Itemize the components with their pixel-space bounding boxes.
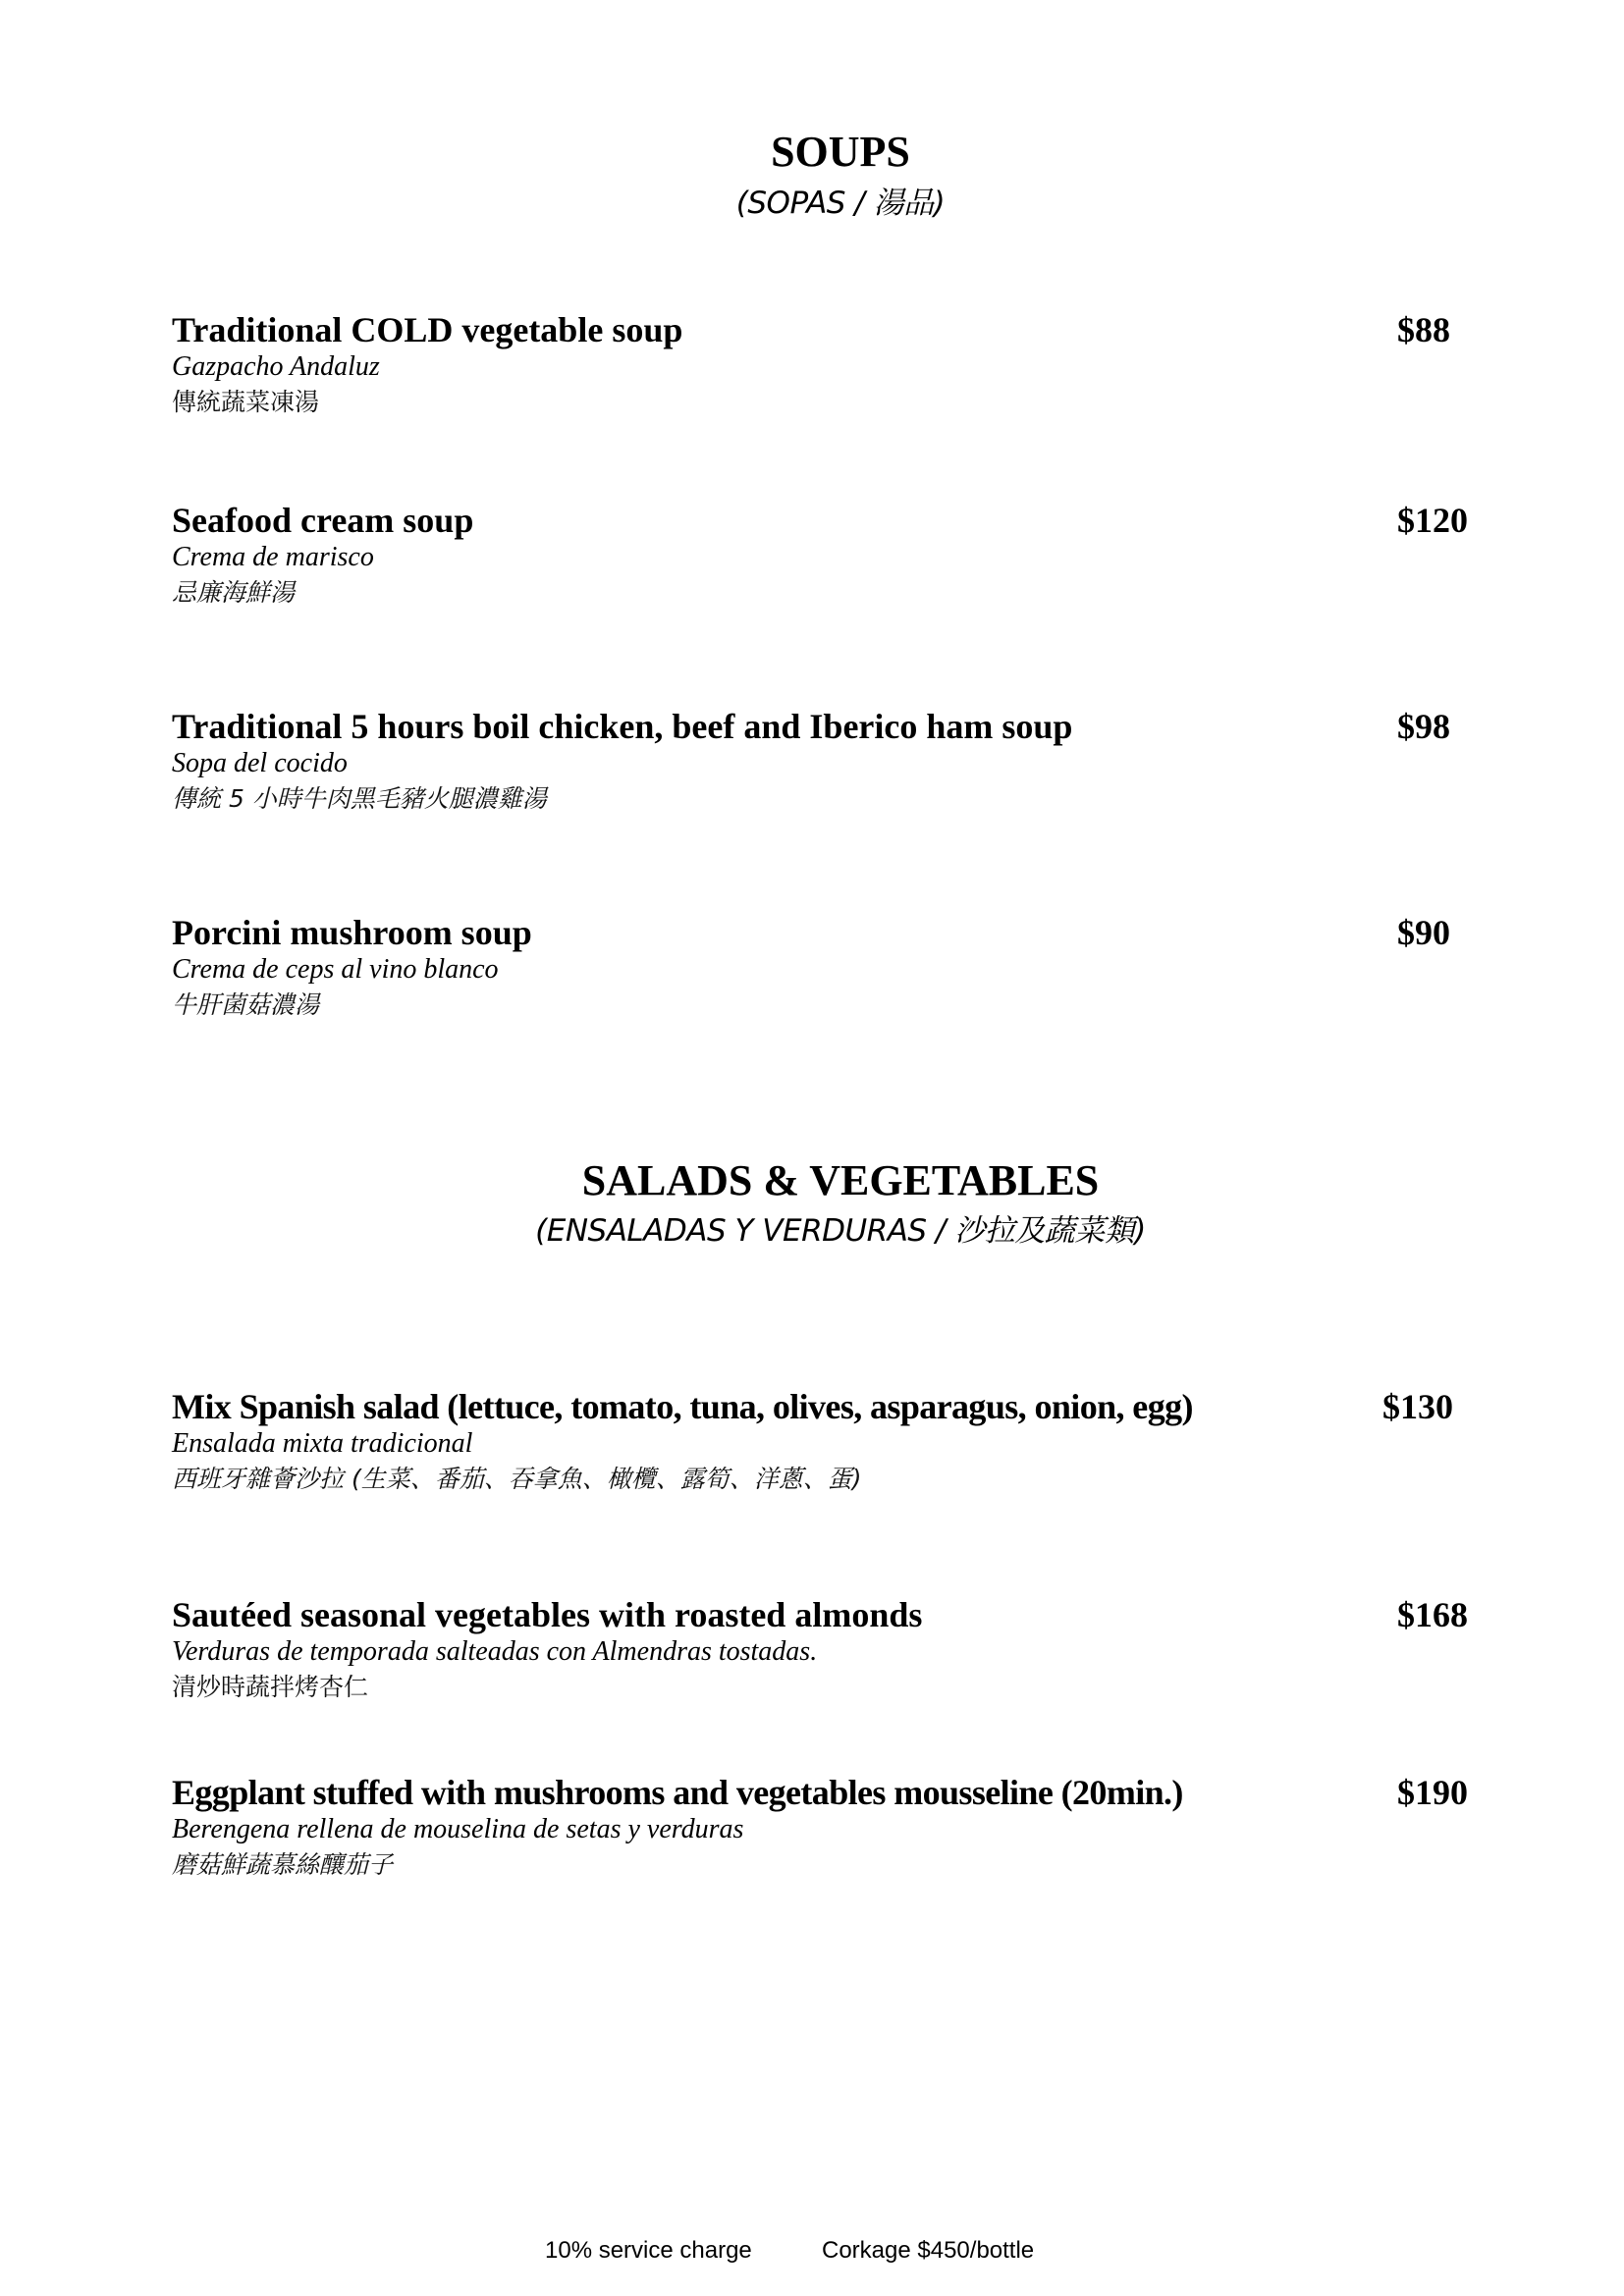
- item-chinese-name: 磨菇鮮蔬慕絲釀茄子: [172, 1850, 394, 1879]
- item-name: Mix Spanish salad (lettuce, tomato, tuna, olives, asparagus, onion, egg): [172, 1387, 1193, 1426]
- item-spanish-name: Gazpacho Andaluz: [172, 351, 380, 382]
- item-spanish-name: Verduras de temporada salteadas con Almendras tostadas.: [172, 1636, 818, 1667]
- section-title-soups: SOUPS: [771, 128, 910, 176]
- item-price: $130: [1382, 1387, 1453, 1426]
- menu-item: [172, 1595, 1488, 1705]
- item-chinese-name: 清炒時蔬拌烤杏仁: [172, 1673, 369, 1701]
- item-price: $88: [1397, 310, 1450, 349]
- section-subtitle-soups: (SOPAS / 湯品): [735, 186, 946, 221]
- item-chinese-name: 西班牙雜薈沙拉 (生菜、番茄、吞拿魚、橄欖、露筍、洋蔥、蛋): [172, 1465, 862, 1493]
- item-price: $98: [1397, 707, 1450, 746]
- section-title-salads-vegetables: SALADS & VEGETABLES: [581, 1156, 1100, 1204]
- item-spanish-name: Crema de marisco: [172, 542, 374, 572]
- item-spanish-name: Berengena rellena de mouselina de setas y verduras: [172, 1814, 744, 1844]
- item-spanish-name: Crema de ceps al vino blanco: [172, 954, 499, 985]
- item-price: $190: [1397, 1773, 1468, 1812]
- item-name: Seafood cream soup: [172, 501, 474, 540]
- corkage-note: Corkage $450/bottle: [822, 2237, 1035, 2264]
- menu-item: [172, 707, 1488, 817]
- item-spanish-name: Ensalada mixta tradicional: [172, 1428, 473, 1459]
- menu-item: [172, 913, 1488, 1023]
- section-subtitle-salads-vegetables: (ENSALADAS Y VERDURAS / 沙拉及蔬菜類): [535, 1213, 1146, 1249]
- item-name: Sautéed seasonal vegetables with roasted almonds: [172, 1595, 923, 1634]
- item-chinese-name: 傳統 5 小時牛肉黑毛豬火腿濃雞湯: [172, 784, 547, 813]
- item-chinese-name: 忌廉海鮮湯: [172, 578, 296, 607]
- item-price: $120: [1397, 501, 1468, 540]
- item-spanish-name: Sopa del cocido: [172, 748, 348, 778]
- menu-item: [172, 310, 1488, 420]
- item-name: Traditional 5 hours boil chicken, beef and Iberico ham soup: [172, 707, 1073, 746]
- menu-item: [172, 1773, 1488, 1883]
- item-name: Porcini mushroom soup: [172, 913, 532, 952]
- item-name: Traditional COLD vegetable soup: [172, 310, 683, 349]
- menu-item: [172, 501, 1488, 611]
- service-charge-note: 10% service charge: [545, 2237, 752, 2264]
- item-price: $90: [1397, 913, 1450, 952]
- menu-item: [172, 1387, 1488, 1497]
- item-chinese-name: 傳統蔬菜凍湯: [172, 388, 320, 416]
- item-name: Eggplant stuffed with mushrooms and vegetables mousseline (20min.): [172, 1773, 1183, 1812]
- item-price: $168: [1397, 1595, 1468, 1634]
- item-chinese-name: 牛肝菌菇濃湯: [172, 990, 320, 1019]
